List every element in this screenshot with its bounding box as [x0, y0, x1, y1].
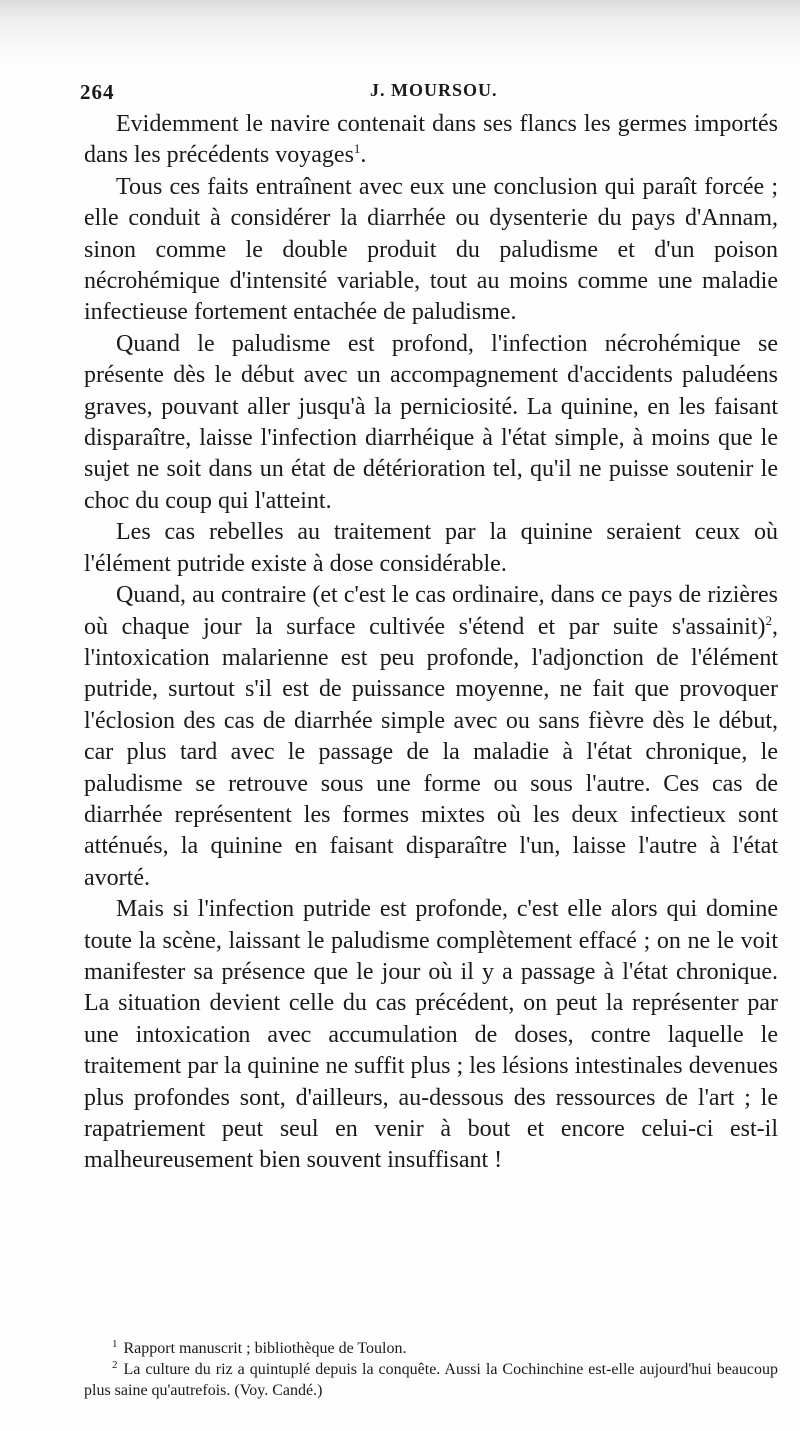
paragraph-5 — [84, 580, 778, 894]
footnote-2 — [84, 1359, 778, 1401]
paragraph-3 — [84, 329, 778, 517]
footnote-marker: 2 — [112, 1358, 118, 1371]
paragraph-text: Quand le paludisme est profond, l'infection nécrohémique se présente dès le début avec un accompagnement d'accidents paludéens graves, pouvant aller jusqu'à la perniciosité. La quinine, en les faisant disparaître, laisse l'infection diarrhéique à l'état simple, à moins que le sujet ne soit dans un état de détérioration tel, qu'il ne puisse soutenir le choc du coup qui l'atteint. — [84, 330, 778, 514]
page-header — [80, 80, 780, 108]
footnote-text: Rapport manuscrit ; bibliothèque de Toulon. — [123, 1340, 407, 1357]
footnote-text: La culture du riz a quintuplé depuis la conquête. Aussi la Cochinchine est-elle aujourd'hui beaucoup plus saine qu'autrefois. (Voy. Candé.) — [84, 1361, 778, 1399]
paragraph-text: Tous ces faits entraînent avec eux une conclusion qui paraît forcée ; elle conduit à considérer la diarrhée ou dysenterie du pays d'Annam, sinon comme le double produit du paludisme et d'un poison nécrohémique d'intensité variable, tout au moins comme une maladie infectieuse fortement entachée de paludisme. — [84, 173, 778, 326]
footnote-reference: 1 — [353, 141, 361, 157]
footnote-reference: 2 — [765, 612, 772, 628]
page-number: 264 — [80, 80, 115, 104]
footnote-marker: 1 — [112, 1337, 118, 1350]
page-edge-shadow — [0, 0, 800, 70]
paragraph-text: Evidemment le navire contenait dans ses flancs les germes importés dans les précédents voyages — [84, 111, 778, 169]
body-text — [84, 109, 778, 1177]
paragraph-2 — [84, 172, 778, 329]
paragraph-text: , l'intoxication malarienne est peu profonde, l'adjonction de l'élément putride, surtout s'il est de puissance moyenne, ne fait que provoquer l'éclosion des cas de diarrhée simple avec ou sans fièvre dès le début, car plus tard avec le passage de la maladie à l'état chronique, le paludisme se retrouve sous une forme ou sous l'autre. Ces cas de diarrhée représentent les formes mixtes où les deux infectieux sont atténués, la quinine en faisant disparaître l'un, laisse l'autre à l'état avorté. — [84, 613, 778, 891]
paragraph-6 — [84, 894, 778, 1177]
footnotes — [84, 1338, 778, 1401]
running-head: J. MOURSOU. — [370, 80, 498, 100]
paragraph-text: Mais si l'infection putride est profonde, c'est elle alors qui domine toute la scène, laissant le paludisme complètement effacé ; on ne le voit manifester sa présence que le jour où il y a passage à l'état chronique. La situation devient celle du cas précédent, on peut la représenter par une intoxication avec accumulation de doses, contre laquelle le traitement par la quinine ne suffit plus ; les lésions intestinales devenues plus profondes sont, d'ailleurs, au-dessous des ressources de l'art ; le rapatriement peut seul en venir à bout et encore celui-ci est-il malheureusement bien souvent insuffisant ! — [84, 896, 778, 1174]
paragraph-text: Quand, au contraire (et c'est le cas ordinaire, dans ce pays de rizières où chaque jour la surface cultivée s'étend et par suite s'assainit) — [84, 582, 778, 640]
paragraph-1 — [84, 109, 778, 172]
paragraph-4 — [84, 517, 778, 580]
paragraph-text: Les cas rebelles au traitement par la quinine seraient ceux où l'élément putride existe à dose considérable. — [84, 519, 778, 577]
footnote-1 — [84, 1338, 778, 1359]
paragraph-text: . — [360, 142, 367, 169]
